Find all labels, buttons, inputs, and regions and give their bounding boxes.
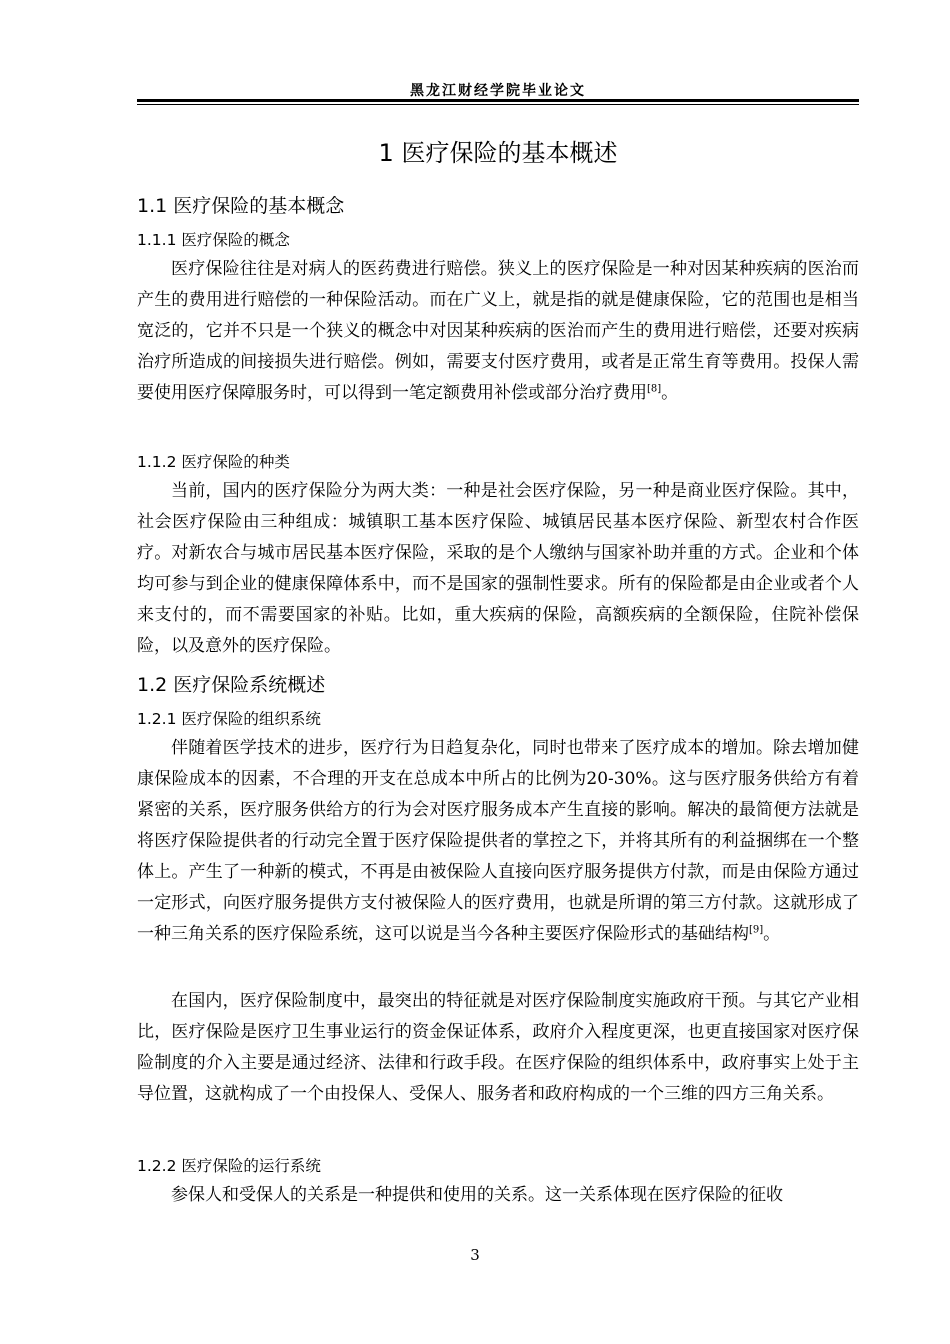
- paragraph-end: 。: [763, 924, 781, 944]
- citation-ref: [9]: [749, 924, 764, 936]
- paragraph-end: 。: [661, 383, 679, 403]
- paragraph-1-1-2: 当前，国内的医疗保险分为两大类：一种是社会医疗保险，另一种是商业医疗保险。其中，社会医疗保险由三种组成：城镇职工基本医疗保险、城镇居民基本医疗保险、新型农村合作医疗。对新农合与城市居民基本医疗保险，采取的是个人缴纳与国家补助并重的方式。企业和个体均可参与到企业的健康保障体系中，而不是国家的强制性要求。所有的保险都是由企业或者个人来支付的，而不需要国家的补贴。比如，重大疾病的保险，高额疾病的全额保险，住院补偿保险，以及意外的医疗保险。: [137, 481, 859, 656]
- paragraph-text: 医疗保险往往是对病人的医药费进行赔偿。狭义上的医疗保险是一种对因某种疾病的医治而产生的费用进行赔偿的一种保险活动。而在广义上，就是指的就是健康保险，它的范围也是相当宽泛的，它并不只是一个狭义的概念中对因某种疾病的医治而产生的费用进行赔偿，还要对疾病治疗所造成的间接损失进行赔偿。例如，需要支付医疗费用，或者是正常生育等费用。投保人需要使用医疗保障服务时，可以得到一笔定额费用补偿或部分治疗费用: [137, 259, 859, 403]
- subsection-heading-1-1-1: 1.1.1 医疗保险的概念: [137, 231, 290, 249]
- chapter-title: 1 医疗保险的基本概述: [378, 139, 618, 167]
- paragraph-1-2-2: 参保人和受保人的关系是一种提供和使用的关系。这一关系体现在医疗保险的征收: [171, 1185, 783, 1205]
- header-rule-thick: [137, 99, 859, 102]
- running-header: 黑龙江财经学院毕业论文: [410, 83, 586, 99]
- citation-ref: [8]: [647, 383, 662, 395]
- page-number: 3: [470, 1246, 480, 1264]
- paragraph-1-1-1: [137, 254, 859, 409]
- paragraph-text: 伴随着医学技术的进步，医疗行为日趋复杂化，同时也带来了医疗成本的增加。除去增加健康保险成本的因素，不合理的开支在总成本中所占的比例为20-30%。这与医疗服务供给方有着紧密的关系，医疗服务供给方的行为会对医疗服务成本产生直接的影响。解决的最简便方法就是将医疗保险提供者的行动完全置于医疗保险提供者的掌控之下，并将其所有的利益捆绑在一个整体上。产生了一种新的模式，不再是由被保险人直接向医疗服务提供方付款，而是由保险方通过一定形式，向医疗服务提供方支付被保险人的医疗费用，也就是所谓的第三方付款。这就形成了一种三角关系的医疗保险系统，这可以说是当今各种主要医疗保险形式的基础结构: [137, 738, 859, 944]
- section-heading-1-2: 1.2 医疗保险系统概述: [137, 674, 326, 696]
- subsection-heading-1-2-1: 1.2.1 医疗保险的组织系统: [137, 710, 321, 728]
- paragraph-1-2-1-b: 在国内，医疗保险制度中，最突出的特征就是对医疗保险制度实施政府干预。与其它产业相比，医疗保险是医疗卫生事业运行的资金保证体系，政府介入程度更深，也更直接国家对医疗保险制度的介入主要是通过经济、法律和行政手段。在医疗保险的组织体系中，政府事实上处于主导位置，这就构成了一个由投保人、受保人、服务者和政府构成的一个三维的四方三角关系。: [137, 991, 859, 1104]
- paragraph-1-2-1-a: [137, 733, 859, 950]
- section-heading-1-1: 1.1 医疗保险的基本概念: [137, 195, 345, 217]
- header-rule-thin: [137, 104, 859, 105]
- subsection-heading-1-1-2: 1.1.2 医疗保险的种类: [137, 453, 290, 471]
- subsection-heading-1-2-2: 1.2.2 医疗保险的运行系统: [137, 1157, 321, 1175]
